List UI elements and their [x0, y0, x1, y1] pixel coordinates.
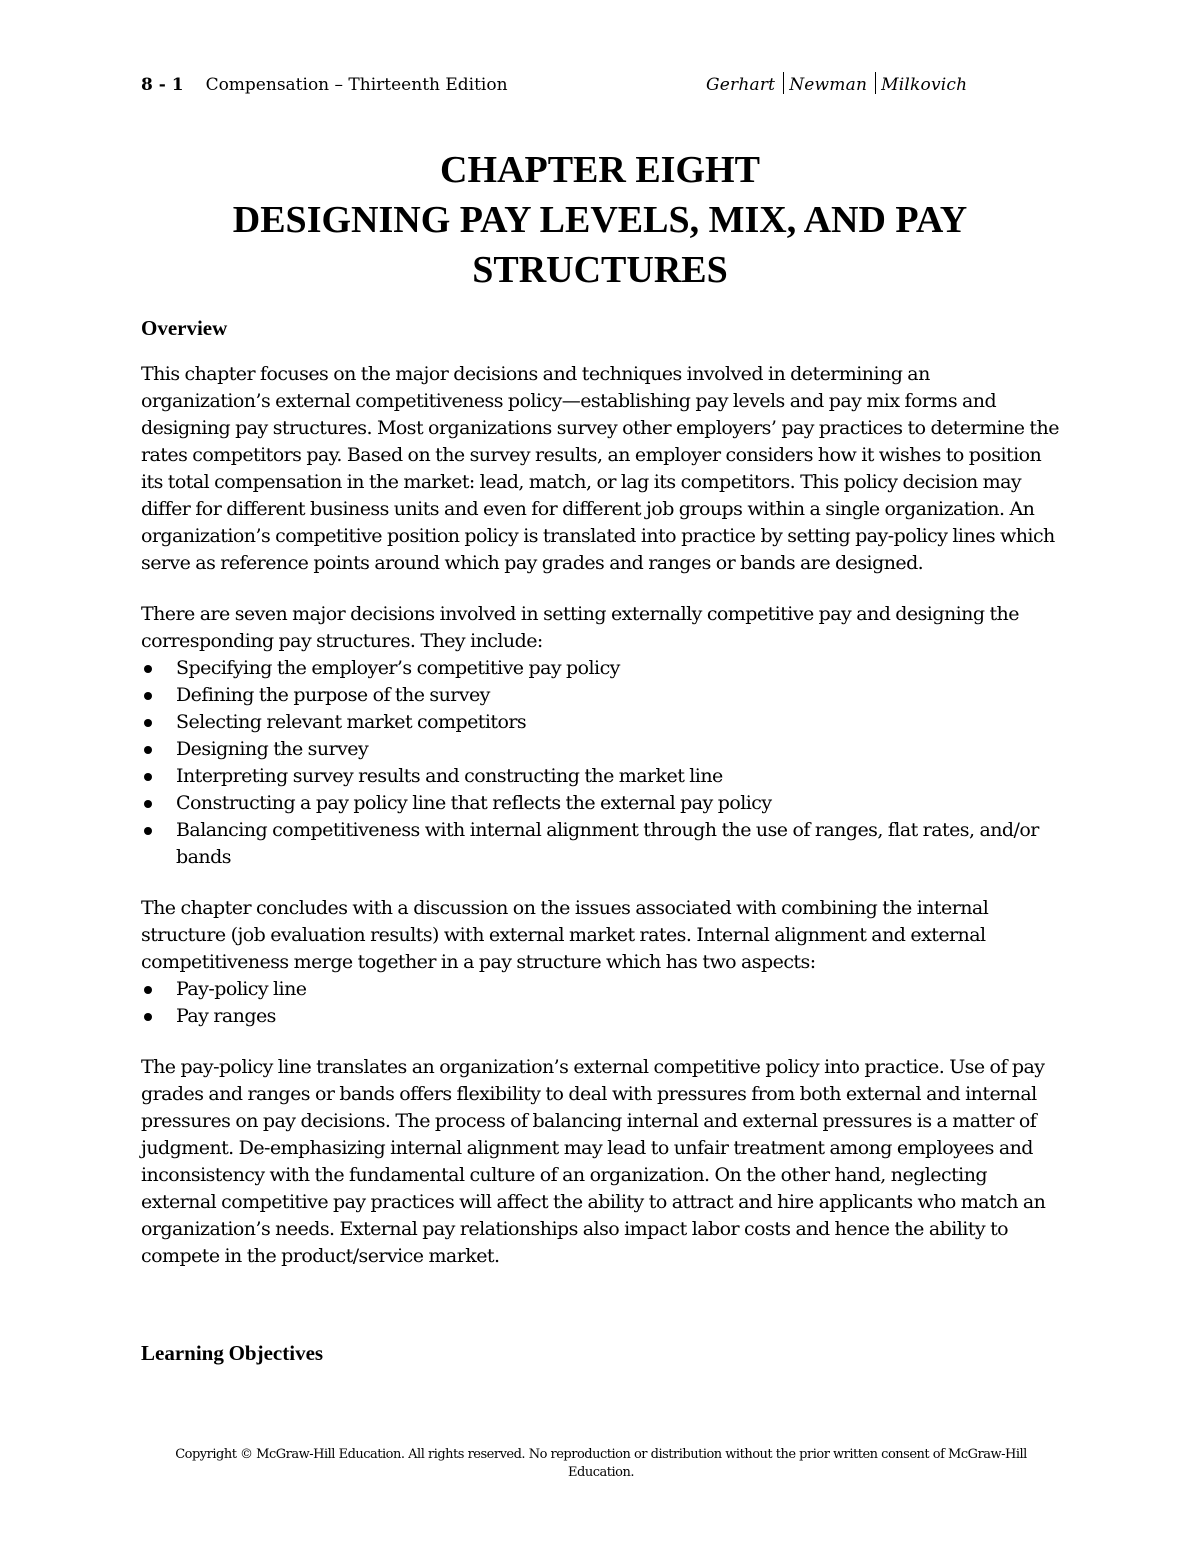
overview-paragraph-3: The chapter concludes with a discussion on the issues associated with combining the internal structure (job evaluation results) with external market rates. Internal alignment and external competitiveness merge together in a pay structure which has two aspects:	[141, 897, 989, 973]
overview-heading: Overview	[141, 316, 228, 340]
decisions-list	[141, 655, 1061, 871]
chapter-number: CHAPTER EIGHT	[440, 149, 760, 191]
overview-paragraph-4: The pay-policy line translates an organization’s external competitive policy into practice. Use of pay grades and ranges or bands offers flexibility to deal with pressures from both external and internal pressures on pay decisions. The process of balancing internal and external pressures is a matter of judgment. De-emphasizing internal alignment may lead to unfair treatment among employees and inconsistency with the fundamental culture of an organization. On the other hand, neglecting external competitive pay practices will affect the ability to attract and hire applicants who match an organization’s needs. External pay relationships also impact labor costs and hence the ability to compete in the product/service market.	[141, 1056, 1046, 1267]
author-1: Gerhart	[706, 75, 776, 95]
aspects-list	[141, 976, 1061, 1030]
overview-paragraph-2: There are seven major decisions involved in setting externally competitive pay and designing the corresponding pay structures. They include:	[141, 603, 1019, 652]
list-item: Pay-policy line	[141, 976, 1061, 1003]
list-item: Defining the purpose of the survey	[141, 682, 1061, 709]
author-2: Newman	[789, 75, 868, 95]
chapter-name-line-1: DESIGNING PAY LEVELS, MIX, AND PAY	[232, 199, 968, 241]
list-item: Specifying the employer’s competitive pay policy	[141, 655, 1061, 682]
author-separator	[783, 72, 784, 94]
list-item: Pay ranges	[141, 1003, 1061, 1030]
authors	[706, 72, 967, 98]
author-separator	[875, 72, 876, 94]
book-title: Compensation – Thirteenth Edition	[205, 75, 508, 95]
document-body	[141, 313, 1061, 1368]
list-item: Designing the survey	[141, 736, 1061, 763]
page-number: 8 - 1	[141, 75, 184, 95]
learning-objectives-heading: Learning Objectives	[141, 1341, 324, 1365]
chapter-title	[100, 145, 1100, 295]
chapter-name-line-2: STRUCTURES	[472, 249, 728, 291]
page-header	[141, 72, 981, 98]
list-item: Interpreting survey results and constructing the market line	[141, 763, 1061, 790]
copyright-footer: Copyright © McGraw-Hill Education. All rights reserved. No reproduction or distribution without the prior written consent of McGraw-Hill Education.	[175, 1447, 1027, 1480]
list-item: Selecting relevant market competitors	[141, 709, 1061, 736]
list-item: Balancing competitiveness with internal alignment through the use of ranges, flat rates, and/or bands	[141, 817, 1061, 871]
author-3: Milkovich	[881, 75, 968, 95]
list-item: Constructing a pay policy line that reflects the external pay policy	[141, 790, 1061, 817]
overview-paragraph-1: This chapter focuses on the major decisions and techniques involved in determining an organization’s external competitiveness policy—establishing pay levels and pay mix forms and designing pay structures. Most organizations survey other employers’ pay practices to determine the rates competitors pay. Based on the survey results, an employer considers how it wishes to position its total compensation in the market: lead, match, or lag its competitors. This policy decision may differ for different business units and even for different job groups within a single organization. An organization’s competitive position policy is translated into practice by setting pay-policy lines which serve as reference points around which pay grades and ranges or bands are designed.	[141, 363, 1059, 574]
